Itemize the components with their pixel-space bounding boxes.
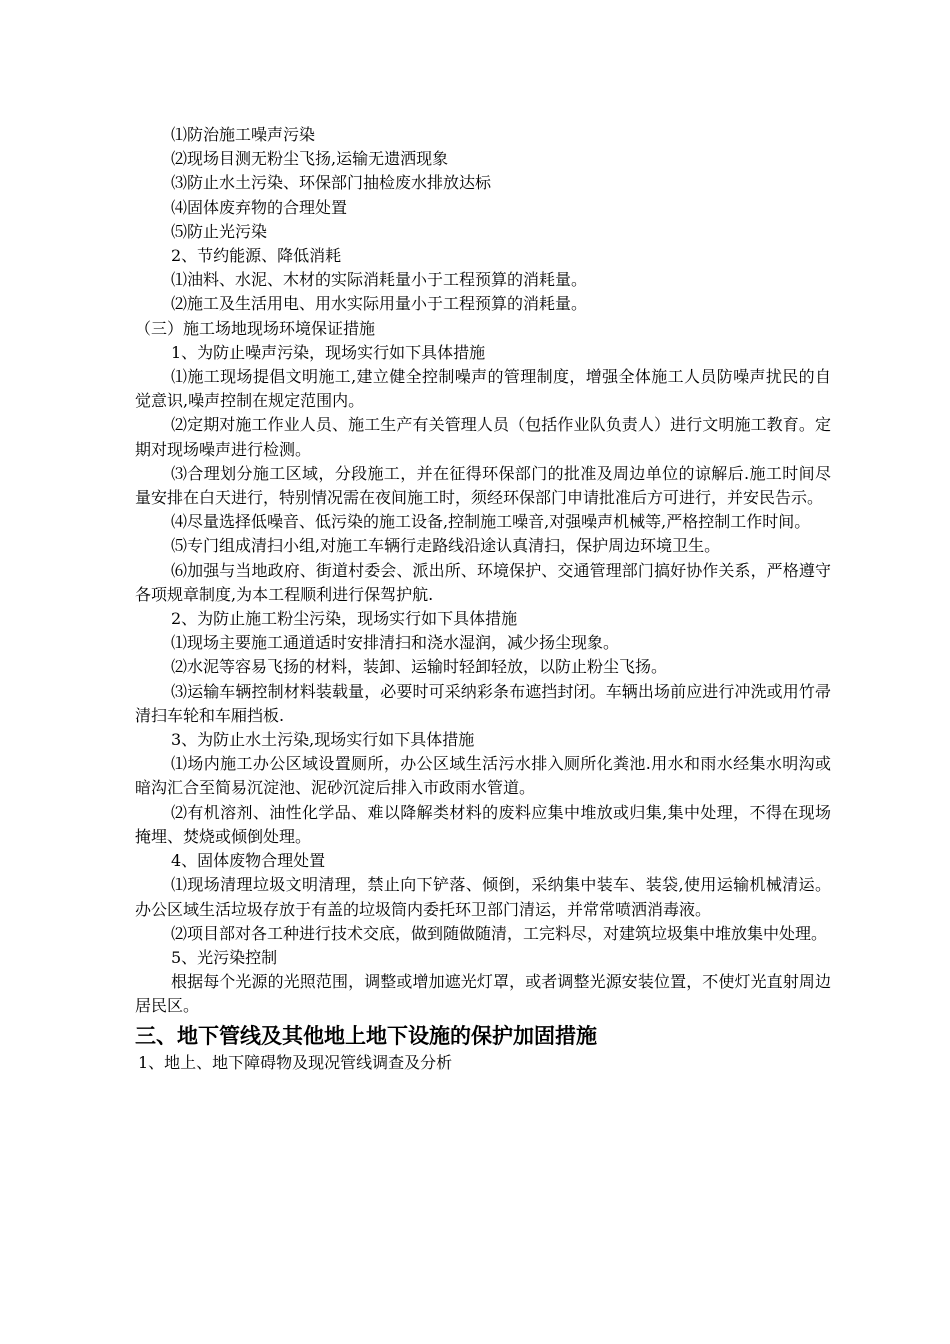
subsection-title: 1、地上、地下障碍物及现况管线调查及分析: [138, 1052, 453, 1072]
list-item: ⑵现场目测无粉尘飞扬,运输无遗洒现象: [171, 149, 449, 169]
list-item: ⑸防止光污染: [171, 221, 268, 241]
paragraph: ⑶合理划分施工区域，分段施工，并在征得环保部门的批准及周边单位的谅解后.施工时间尽量安排在白天进行，特别情况需在夜间施工时，须经环保部门申请批准后方可进行，并安民告示。: [135, 463, 831, 508]
subsection-title: 2、为防止施工粉尘污染，现场实行如下具体措施: [171, 609, 518, 629]
subsection-title: 4、固体废物合理处置: [171, 851, 326, 871]
paragraph: ⑶运输车辆控制材料装载量，必要时可采纳彩条布遮挡封闭。车辆出场前应进行冲洗或用竹帚清扫车轮和车厢挡板.: [135, 681, 831, 725]
subsection-title: 1、为防止噪声污染，现场实行如下具体措施: [171, 342, 486, 362]
paragraph: ⑴现场主要施工通道适时安排清扫和浇水湿润，减少扬尘现象。: [171, 633, 620, 653]
list-item: ⑴防治施工噪声污染: [171, 125, 316, 144]
paragraph: ⑵项目部对各工种进行技术交底，做到随做随清，工完料尽，对建筑垃圾集中堆放集中处理。: [171, 923, 828, 943]
section-title: （三）施工场地现场环境保证措施: [135, 318, 376, 338]
paragraph: 根据每个光源的光照范围，调整或增加遮光灯罩，或者调整光源安装位置，不使灯光直射周边居民区。: [135, 972, 831, 1016]
chapter-heading: 三、地下管线及其他地上地下设施的保护加固措施: [135, 1023, 597, 1048]
paragraph: ⑵有机溶剂、油性化学品、难以降解类材料的废料应集中堆放或归集,集中处理，不得在现场掩埋、焚烧或倾倒处理。: [135, 802, 831, 846]
paragraph: ⑴现场清理垃圾文明清理，禁止向下铲落、倾倒，采纳集中装车、装袋,使用运输机械清运。办公区域生活垃圾存放于有盖的垃圾筒内委托环卫部门清运，并常常喷洒消毒液。: [135, 875, 831, 919]
paragraph: ⑹加强与当地政府、街道村委会、派出所、环境保护、交通管理部门搞好协作关系，严格遵守各项规章制度,为本工程顺利进行保驾护航.: [135, 560, 831, 604]
paragraph: ⑷尽量选择低噪音、低污染的施工设备,控制施工噪音,对强噪声机械等,严格控制工作时间。: [171, 512, 811, 532]
list-item: ⑶防止水土污染、环保部门抽检废水排放达标: [171, 173, 492, 193]
subsection-title: 5、光污染控制: [171, 947, 278, 967]
paragraph: ⑴场内施工办公区域设置厕所，办公区域生活污水排入厕所化粪池.用水和雨水经集水明沟或暗沟汇合至简易沉淀池、泥砂沉淀后排入市政雨水管道。: [135, 754, 831, 798]
paragraph: ⑸专门组成清扫小组,对施工车辆行走路线沿途认真清扫，保护周边环境卫生。: [171, 536, 721, 556]
subsection-title: 2、节约能源、降低消耗: [171, 246, 342, 266]
paragraph: ⑵水泥等容易飞扬的材料，装卸、运输时轻卸轻放，以防止粉尘飞扬。: [171, 657, 668, 677]
list-item: ⑴油料、水泥、木材的实际消耗量小于工程预算的消耗量。: [171, 270, 588, 290]
subsection-title: 3、为防止水土污染,现场实行如下具体措施: [171, 730, 475, 750]
list-item: ⑵施工及生活用电、用水实际用量小于工程预算的消耗量。: [171, 294, 588, 314]
list-item: ⑷固体废弃物的合理处置: [171, 197, 348, 217]
paragraph: ⑵定期对施工作业人员、施工生产有关管理人员（包括作业队负责人）进行文明施工教育。定期对现场噪声进行检测。: [135, 415, 831, 459]
document-body: [135, 123, 831, 1075]
paragraph: ⑴施工现场提倡文明施工,建立健全控制噪声的管理制度，增强全体施工人员防噪声扰民的自觉意识,噪声控制在规定范围内。: [135, 367, 831, 411]
